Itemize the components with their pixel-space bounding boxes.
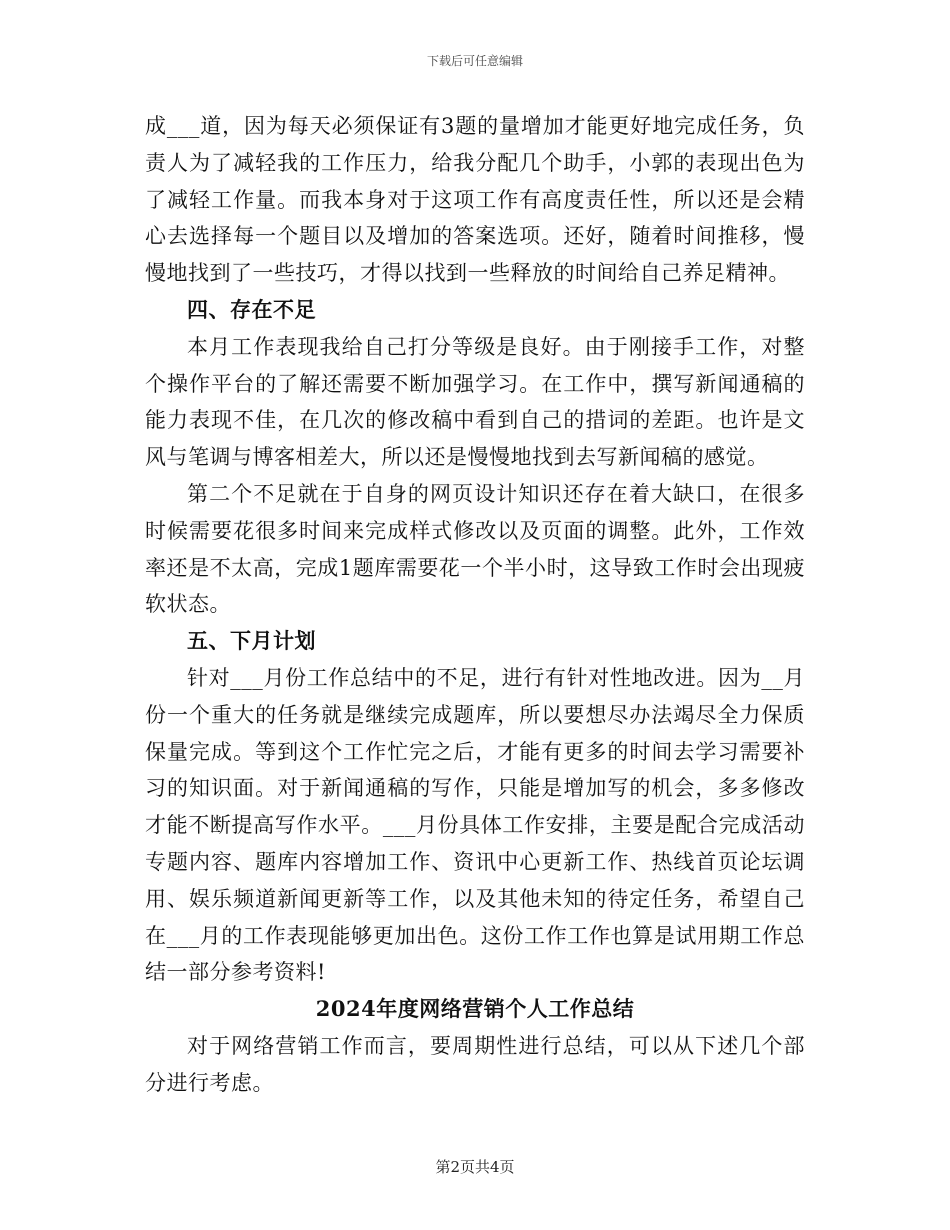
section-heading-shortcomings: 四、存在不足 — [187, 296, 316, 322]
body-paragraph: 第二个不足就在于自身的网页设计知识还存在着大缺口，在很多时候需要花很多时间来完成样式修改以及页面的调整。此外，工作效率还是不太高，完成1题库需要花一个半小时，这导致工作时会出现疲软状态。 — [145, 481, 805, 617]
document-body — [145, 108, 805, 1102]
body-paragraph: 对于网络营销工作而言，要周期性进行总结，可以从下述几个部分进行考虑。 — [145, 1033, 805, 1095]
page-header: 下载后可任意编辑 — [426, 54, 523, 68]
body-paragraph: 针对___月份工作总结中的不足，进行有针对性地改进。因为__月份一个重大的任务就是继续完成题库，所以要想尽办法竭尽全力保质保量完成。等到这个工作忙完之后，才能有更多的时间去学习需要补习的知识面。对于新闻通稿的写作，只能是增加写的机会，多多修改才能不断提高写作水平。___月份具体工作安排，主要是配合完成活动专题内容、题库内容增加工作、资讯中心更新工作、热线首页论坛调用、娱乐频道新闻更新等工作，以及其他未知的待定任务，希望自己在___月的工作表现能够更加出色。这份工作工作也算是试用期工作总结一部分参考资料! — [145, 665, 805, 985]
body-paragraph-continuation: 成___道，因为每天必须保证有3题的量增加才能更好地完成任务，负责人为了减轻我的工作压力，给我分配几个助手，小郭的表现出色为了减轻工作量。而我本身对于这项工作有高度责任性，所以还是会精心去选择每一个题目以及增加的答案选项。还好，随着时间推移，慢慢地找到了一些技巧，才得以找到一些释放的时间给自己养足精神。 — [145, 114, 805, 286]
page-number: 第2页共4页 — [435, 1158, 515, 1176]
body-paragraph: 本月工作表现我给自己打分等级是良好。由于刚接手工作，对整个操作平台的了解还需要不断加强学习。在工作中，撰写新闻通稿的能力表现不佳，在几次的修改稿中看到自己的措词的差距。也许是文风与笔调与博客相差大，所以还是慢慢地找到去写新闻稿的感觉。 — [145, 334, 805, 470]
section-heading-next-month-plan: 五、下月计划 — [187, 628, 316, 654]
document-title: 2024年度网络营销个人工作总结 — [315, 996, 635, 1022]
